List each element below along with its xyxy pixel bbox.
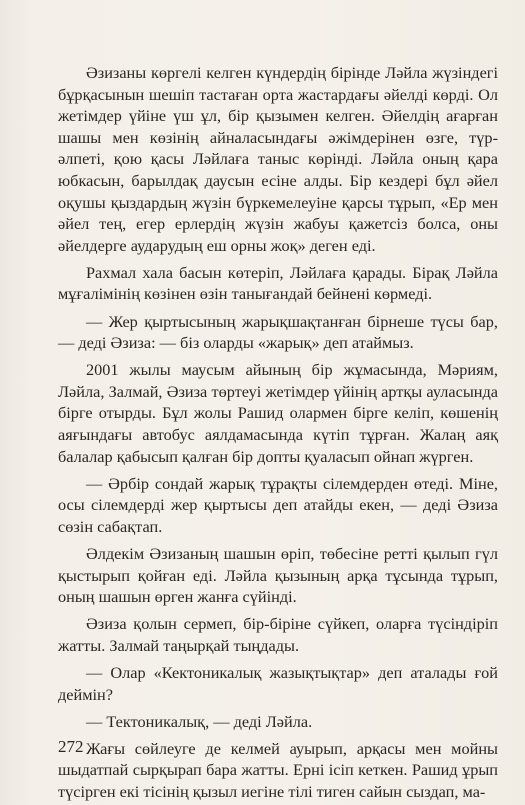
paragraph-8: — Олар «Кектоникалық жазықтықтар» деп аталады ғой деймін? <box>58 662 498 704</box>
page-body-text <box>58 62 498 805</box>
paragraph-4: 2001 жылы маусым айының бір жұмасында, Мәриям, Ләйла, Залмай, Әзиза төртеуі жетімдер үйінің артқы ауласында бірге отырды. Бұл жолы Рашид олармен бірге келіп, көшенің аяғындағы автобус аялдамасында күтіп тұрған. Жалаң аяқ балалар қабысып қалған бір допты қуаласып ойнап жүрген. <box>58 360 498 466</box>
paragraph-2: Рахмал хала басын көтеріп, Ләйлаға қарады. Бірақ Ләйла мұғалімінің көзінен өзін танығандай бейнені көрмеді. <box>58 262 498 304</box>
paragraph-5: — Әрбір сондай жарық тұрақты сілемдерден өтеді. Міне, осы сілемдерді жер қыртысы деп атайды екен, — деді Әзиза сөзін сабақтап. <box>58 473 498 536</box>
paragraph-1: Әзизаны көргелі келген күндердің бірінде Ләйла жүзіндегі бұрқасынын шешіп тастаған орта жастардағы әйелді көрді. Ол жетімдер үйіне үш ұл, бір қызымен келген. Әйелдің ағарған шашы мен көзінің айналасындағы әжімдерінен өзге, түр-әлпеті, қою қасы Ләйлаға таныс көрінді. Ләйла оның қара юбкасын, барылдақ даусын есіне алды. Бір кездері бұл әйел оқушы қыздардың жүзін бүркемелеуіне қарсы тұрып, «Ер мен әйел тең, егер ерлердің жүзін жабуы қажетсіз болса, оны әйелдерге аударудың еш орны жоқ» деген еді. <box>58 63 498 255</box>
paragraph-3: — Жер қыртысының жарықшақтанған бірнеше түсы бар, — деді Әзиза: — біз оларды «жарық» деп атаймыз. <box>58 311 498 353</box>
paragraph-10: Жағы сөйлеуге де келмей ауырып, арқасы мен мойны шыдатпай сырқырап бара жатты. Ерні ісіп кеткен. Рашид ұрып түсірген екі тісінің қызыл иегіне тілі тиген сайын сыздап, ма- <box>58 738 498 801</box>
page-number: 272 <box>58 737 84 756</box>
paragraph-9: — Тектоникалық, — деді Ләйла. <box>86 711 313 731</box>
paragraph-6: Әлдекім Әзизаның шашын өріп, төбесіне ретті қылып гүл қыстырып қойған еді. Ләйла қызының арқа тұсында тұрып, оның шашын өрген жанға сүйінді. <box>58 543 498 607</box>
paragraph-7: Әзиза қолын сермеп, бір-біріне сүйкеп, оларға түсіндіріп жатты. Залмай таңырқай тыңдады. <box>58 614 498 655</box>
